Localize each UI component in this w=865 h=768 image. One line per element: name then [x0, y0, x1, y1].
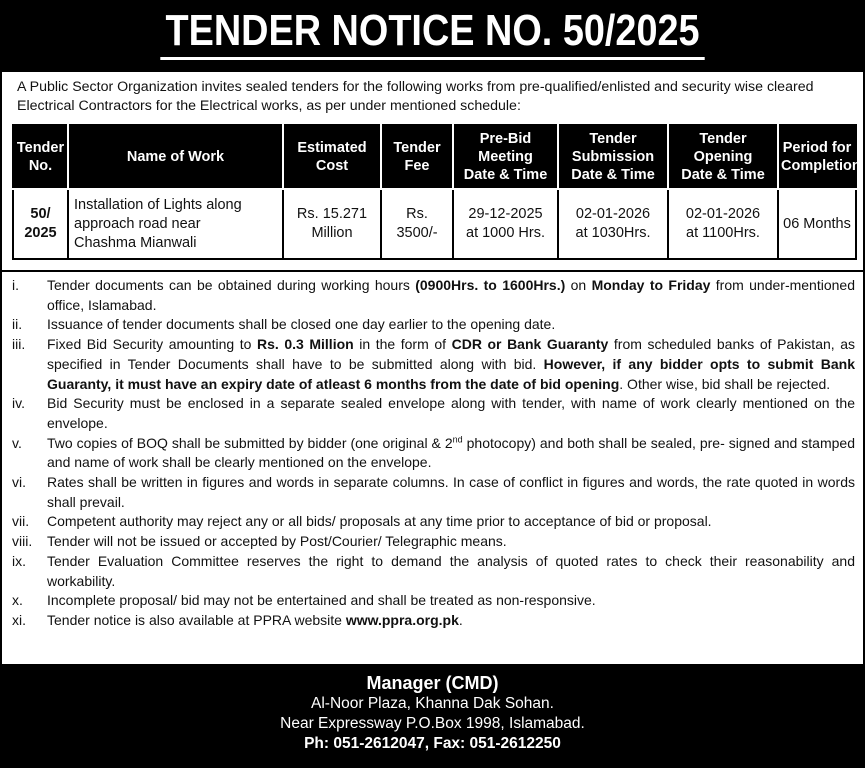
term-item: [12, 611, 855, 631]
cell-estimated-cost: Rs. 15.271 Million: [283, 189, 381, 259]
term-text: Competent authority may reject any or all bids/ proposals at any time prior to acceptance of bid or proposal.: [47, 513, 712, 530]
footer-phone: Ph: 051-2612047, Fax: 051-2612250: [304, 735, 561, 752]
term-text: Tender Evaluation Committee reserves the right to demand the analysis of quoted rates to check their reasonability and workability.: [47, 552, 855, 589]
cell-opening: 02-01-2026 at 1100Hrs.: [668, 189, 778, 259]
term-number: iv.: [12, 395, 25, 412]
term-number: vii.: [12, 513, 30, 530]
term-text: Fixed Bid Security amounting to: [47, 336, 257, 353]
header-period-completion: Period for Completion: [778, 125, 856, 189]
footer-address-line2: Near Expressway P.O.Box 1998, Islamabad.: [280, 715, 585, 732]
footer-address-line1: Al-Noor Plaza, Khanna Dak Sohan.: [311, 695, 554, 712]
intro-paragraph: A Public Sector Organization invites sealed tenders for the following works from pre-qualified/enlisted and security wise cleared Electrical Contractors for the Electrical works, as per under mentioned schedule:: [17, 79, 814, 114]
term-number: x.: [12, 592, 23, 609]
header-pre-bid-meeting: Pre-Bid Meeting Date & Time: [453, 125, 558, 189]
footer-banner: [0, 664, 865, 768]
term-number: i.: [12, 277, 19, 293]
term-text: CDR or Bank Guaranty: [451, 336, 609, 353]
term-text: Issuance of tender documents shall be closed one day earlier to the opening date.: [47, 316, 556, 333]
cell-tender-no: 50/ 2025: [13, 189, 68, 259]
term-text: Rs. 0.3 Million: [256, 336, 354, 353]
term-number: ii.: [12, 316, 23, 333]
term-text: (0900Hrs. to 1600Hrs.): [415, 277, 566, 293]
title-banner: [0, 0, 865, 72]
header-estimated-cost: Estimated Cost: [283, 125, 381, 189]
notice-title: TENDER NOTICE NO. 50/2025: [160, 7, 704, 60]
term-number: xi.: [12, 611, 26, 628]
footer-designation: Manager (CMD): [366, 673, 499, 693]
term-item: [12, 315, 855, 335]
term-text: nd: [452, 433, 463, 444]
section-divider: [0, 270, 865, 272]
term-number: viii.: [12, 533, 33, 550]
schedule-table: [12, 124, 861, 260]
term-text: Rates shall be written in figures and words in separate columns. In case of conflict in figures and words, the rate quoted in words shall prevail.: [47, 474, 855, 510]
term-text: from scheduled banks of Pakistan, as specified in Tender Documents shall have to be submitted along with bid.: [47, 336, 856, 372]
term-item: [12, 473, 855, 512]
header-tender-fee: Tender Fee: [381, 125, 453, 189]
table-header-row: [13, 125, 856, 189]
term-text: Two copies of BOQ shall be submitted by bidder (one original & 2: [47, 434, 453, 451]
term-text: Monday to Friday: [591, 277, 711, 293]
cell-pre-bid: 29-12-2025 at 1000 Hrs.: [453, 189, 558, 259]
term-item: [12, 512, 855, 532]
cell-submission: 02-01-2026 at 1030Hrs.: [558, 189, 668, 259]
term-text: However, if any bidder opts to submit Bank Guaranty, it must have an expiry date of atleast 6 months from the date of bid opening: [47, 355, 855, 392]
term-item: [12, 394, 855, 433]
table-row: [13, 189, 856, 259]
term-text: Bid Security must be enclosed in a separate sealed envelope along with tender, with name of work clearly mentioned on the envelope.: [47, 395, 855, 431]
term-text: Tender will not be issued or accepted by Post/Courier/ Telegraphic means.: [47, 533, 507, 550]
cell-period: 06 Months: [778, 189, 856, 259]
cell-name-of-work: Installation of Lights along approach road near Chashma Mianwali: [68, 189, 283, 259]
term-text: . Other wise, bid shall be rejected.: [619, 375, 831, 392]
term-text: photocopy) and both shall be sealed, pre- signed and stamped and name of work shall be clearly mentioned on the envelope.: [47, 434, 855, 471]
term-text: Incomplete proposal/ bid may not be entertained and shall be treated as non-responsive.: [47, 592, 596, 609]
term-number: ix.: [12, 552, 26, 569]
term-item: [12, 335, 855, 394]
term-item: [12, 552, 855, 591]
terms-list: [12, 276, 855, 631]
term-text: from under-mentioned office, Islamabad.: [47, 277, 855, 313]
term-item: [12, 276, 855, 315]
term-text: www.ppra.org.pk: [345, 611, 459, 628]
header-tender-submission: Tender Submission Date & Time: [558, 125, 668, 189]
term-number: iii.: [12, 336, 26, 353]
term-number: vi.: [12, 474, 26, 491]
term-text: on: [565, 277, 592, 293]
term-item: [12, 434, 855, 473]
term-number: v.: [12, 434, 22, 451]
term-text: Tender notice is also available at PPRA website: [47, 611, 346, 628]
term-item: [12, 591, 855, 611]
header-tender-opening: Tender Opening Date & Time: [668, 125, 778, 189]
term-text: .: [458, 611, 463, 628]
cell-tender-fee: Rs. 3500/-: [381, 189, 453, 259]
term-item: [12, 532, 855, 552]
term-text: in the form of: [353, 336, 452, 353]
header-tender-no: Tender No.: [13, 125, 68, 189]
term-text: Tender documents can be obtained during working hours: [47, 277, 416, 293]
header-name-of-work: Name of Work: [68, 125, 283, 189]
